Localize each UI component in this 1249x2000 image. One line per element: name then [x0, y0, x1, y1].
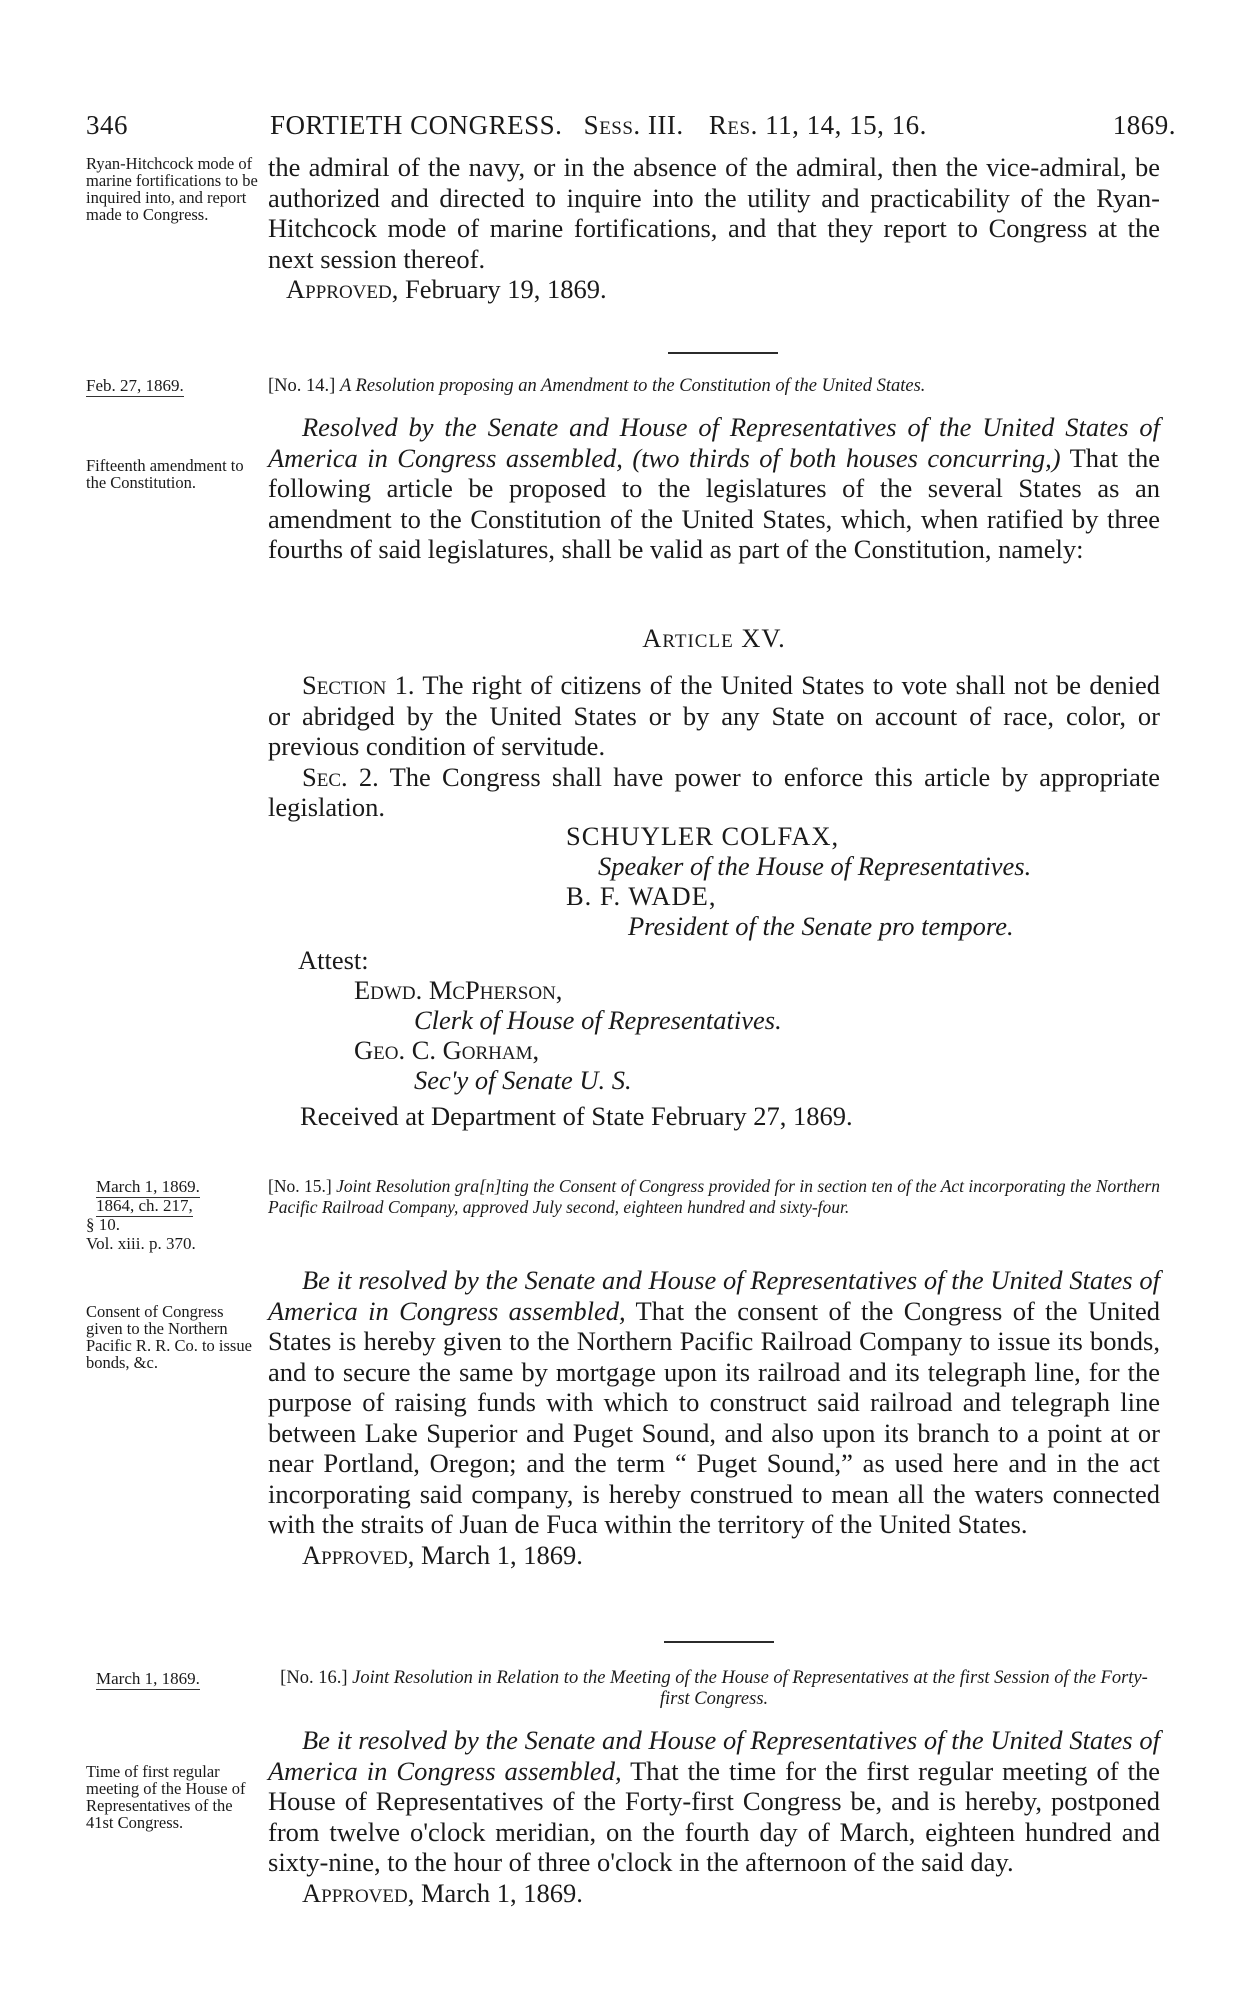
res11-text: the admiral of the navy, or in the absence of the admiral, then the vice-admiral, be authorized and directed to inquire into the utility and practicability of the Ryan-Hitchcock mode of marine fortifications, and that they report to Congress at the next session thereof.	[268, 152, 1160, 274]
attest2-name: Geo. C. Gorham,	[354, 1035, 540, 1065]
attest1-name: Edwd. McPherson,	[354, 975, 563, 1005]
res15-body	[268, 1265, 1160, 1570]
signer2-title: President of the Senate pro tempore.	[628, 911, 1014, 941]
article-heading: Article XV.	[642, 623, 786, 653]
received-note: Received at Department of State February 27, 1869.	[300, 1101, 853, 1131]
margin-note-res14: Fifteenth amendment to the Constitution.	[86, 456, 244, 492]
res14-number: [No. 14.]	[268, 376, 336, 396]
header-year: 1869.	[1112, 110, 1176, 140]
res11-approved: Approved, February 19, 1869.	[286, 274, 607, 304]
res15-number: [No. 15.]	[268, 1176, 332, 1196]
res15-resolved: Be it resolved by the Senate and House of Representatives of the United States of America in Congress assembled, That the consent of the Congress of the United States is hereby given to the Northern Pacific Railroad Company to issue its bonds, and to secure the same by mortgage upon its railroad and its telegraph line, for the purpose of raising funds with which to construct said railroad and telegraph line between Lake Superior and Puget Sound, and also upon its branch to a point at or near Portland, Oregon; and the term “ Puget Sound,” as used here and in the act incorporating said company, is hereby construed to mean all the waters connected with the straits of Juan de Fuca within the territory of the United States.	[268, 1265, 1160, 1539]
res16-body	[268, 1725, 1160, 1908]
section-divider	[668, 352, 778, 354]
margin-note-res16: Time of first regular meeting of the House of Representatives of the 41st Congress.	[86, 1762, 246, 1832]
res14-title: A Resolution proposing an Amendment to the Constitution of the United States.	[339, 376, 926, 396]
res15-title: Joint Resolution gra[n]ting the Consent of Congress provided for in section ten of the Act incorporating the Northern Pacific Railroad Company, approved July second, eighteen hundred and sixty-four.	[268, 1176, 1161, 1217]
signer1-title: Speaker of the House of Representatives.	[598, 851, 1032, 881]
res16-resolved: Be it resolved by the Senate and House of Representatives of the United States of America in Congress assembled, That the time for the first regular meeting of the House of Representatives of the Forty-first Congress be, and is hereby, postponed from twelve o'clock meridian, on the fourth day of March, eighteen hundred and sixty-nine, to the hour of three o'clock in the afternoon of the said day.	[268, 1725, 1160, 1877]
res15-ref-1: 1864, ch. 217,	[96, 1196, 193, 1215]
res16-title-line	[268, 1668, 1160, 1710]
margin-note-res15: Consent of Congress given to the Northern Pacific R. R. Co. to issue bonds, &c.	[86, 1302, 252, 1372]
signer1-name: SCHUYLER COLFAX,	[566, 821, 840, 851]
res14-body	[268, 412, 1160, 565]
res16-approved: Approved, March 1, 1869.	[302, 1877, 583, 1908]
section-divider	[664, 1641, 774, 1643]
res15-date-notes	[86, 1177, 258, 1253]
res14-sections	[268, 670, 1160, 823]
header-title	[270, 110, 927, 141]
res14-resolved: Resolved by the Senate and House of Representatives of the United States of America in Congress assembled, (two thirds of both houses concurring,) That the following article be proposed to the legislatures of the several States as an amendment to the Constitution of the United States, which, when ratified by three fourths of said legislatures, shall be valid as part of the Constitution, namely:	[268, 412, 1160, 564]
resolutions-label: Res. 11, 14, 15, 16.	[708, 110, 927, 140]
session-label: Sess. III.	[583, 110, 684, 140]
attest-label: Attest:	[298, 945, 369, 975]
res16-number: [No. 16.]	[280, 1668, 348, 1688]
res14-title-line	[268, 376, 1168, 397]
section-2: Sec. 2. The Congress shall have power to enforce this article by appropriate legislation.	[268, 761, 1160, 822]
attest1-title: Clerk of House of Representatives.	[414, 1005, 782, 1035]
res15-ref-3: Vol. xiii. p. 370.	[86, 1234, 196, 1253]
res14-date-note: Feb. 27, 1869.	[86, 376, 184, 395]
res15-approved: Approved, March 1, 1869.	[302, 1539, 583, 1570]
res16-date-note: March 1, 1869.	[96, 1669, 200, 1688]
signer2-name: B. F. WADE,	[566, 881, 717, 911]
section-1: Section 1. The right of citizens of the United States to vote shall not be denied or abridged by the United States or by any State on account of race, color, or previous condition of servitude.	[268, 670, 1160, 761]
res15-title-line	[268, 1176, 1160, 1218]
res15-date-note: March 1, 1869.	[96, 1177, 200, 1196]
attest2-title: Sec'y of Senate U. S.	[414, 1065, 632, 1095]
res15-ref-2: § 10.	[86, 1215, 120, 1234]
margin-note-res11: Ryan-Hitchcock mode of marine fortifications to be inquired into, and report made to Congress.	[86, 154, 258, 224]
res16-title: Joint Resolution in Relation to the Meeting of the House of Representatives at the first Session of the Forty-first Congress.	[352, 1668, 1148, 1709]
congress-title: FORTIETH CONGRESS.	[270, 110, 563, 140]
page-number: 346	[86, 110, 128, 140]
res11-body	[268, 152, 1160, 305]
